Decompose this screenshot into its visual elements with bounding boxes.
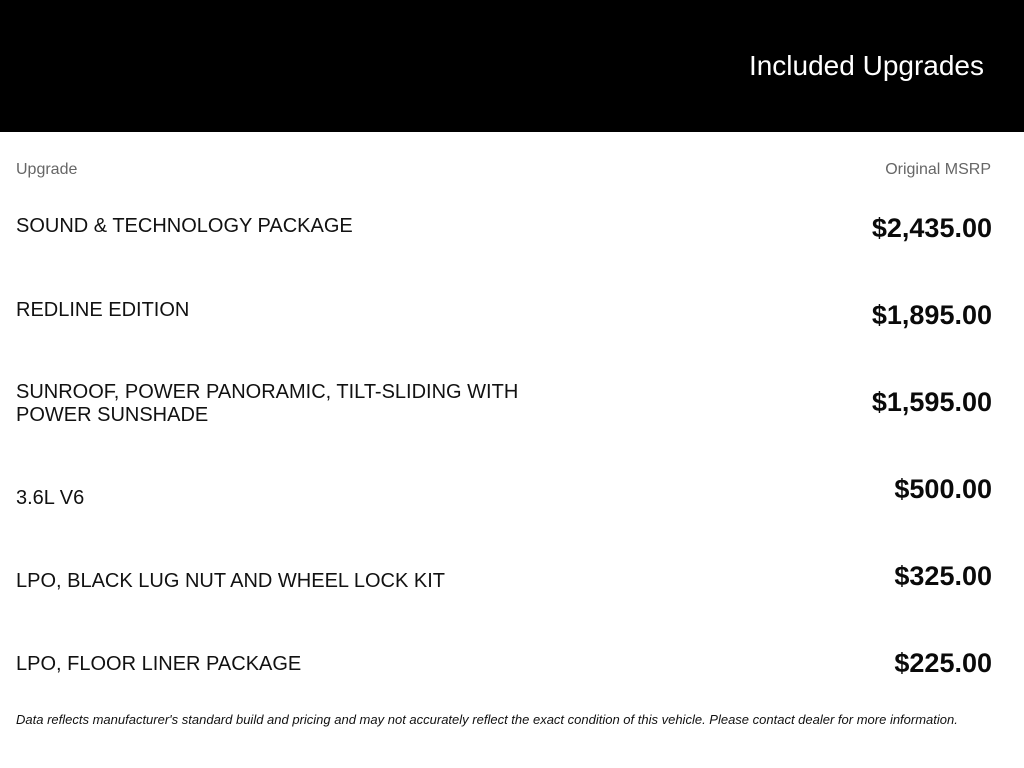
upgrade-name: SUNROOF, POWER PANORAMIC, TILT-SLIDING WITH POWER SUNSHADE [16,381,519,426]
upgrade-row [0,474,1024,534]
upgrade-price: $2,435.00 [871,213,992,243]
upgrade-row [0,299,1024,359]
upgrade-price: $225.00 [894,648,992,678]
upgrade-row [0,381,1024,441]
upgrade-name: LPO, BLACK LUG NUT AND WHEEL LOCK KIT [16,570,446,592]
upgrade-name: REDLINE EDITION [16,299,190,321]
upgrade-name: LPO, FLOOR LINER PACKAGE [16,653,302,675]
msrp-column-header: Original MSRP [885,161,991,178]
upgrade-price: $325.00 [894,561,992,591]
upgrade-row [0,648,1024,708]
upgrade-name: SOUND & TECHNOLOGY PACKAGE [16,215,353,237]
upgrade-price: $1,895.00 [871,300,992,330]
header-banner [0,0,1024,132]
upgrade-price: $1,595.00 [871,387,992,417]
upgrade-row [0,212,1024,272]
upgrade-price: $500.00 [894,474,992,504]
upgrade-row [0,561,1024,621]
upgrade-name: 3.6L V6 [16,487,85,509]
upgrade-column-header: Upgrade [16,161,78,178]
page-title: Included Upgrades [748,50,984,81]
disclaimer-text: Data reflects manufacturer's standard build and pricing and may not accurately reflect the exact condition of this vehicle. Please contact dealer for more information. [16,712,958,727]
